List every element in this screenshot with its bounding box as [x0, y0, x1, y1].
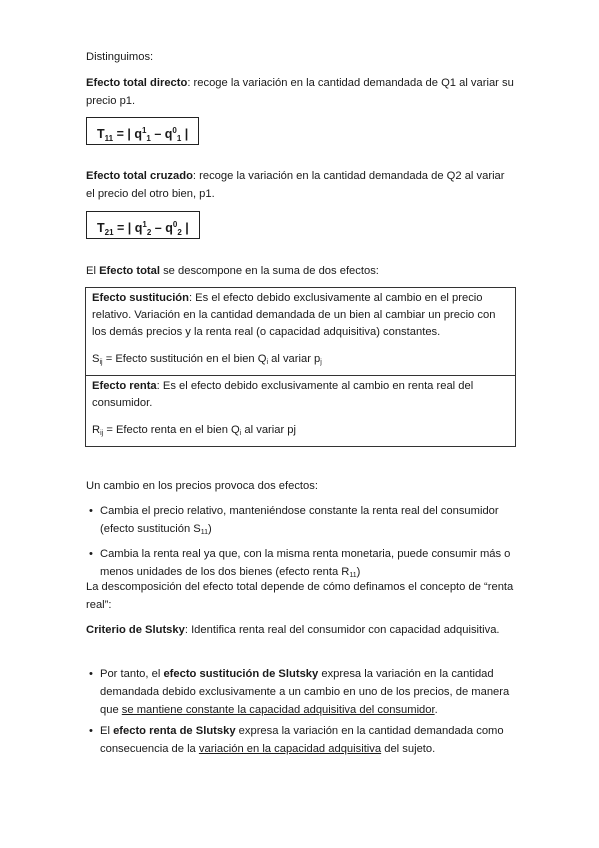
slutsky-term: Criterio de Slutsky	[86, 624, 185, 636]
cruzado-text: : recoge la variación en la cantidad demandada de Q2 al variar el precio del otro bien, p1.	[86, 170, 505, 200]
cambio-intro: Un cambio en los precios provoca dos efectos:	[86, 480, 318, 492]
directo-term: Efecto total directo	[86, 77, 188, 89]
cambio-list	[86, 502, 516, 588]
total-intro: El Efecto total se descompone en la suma de dos efectos:	[86, 265, 379, 277]
sustitucion-text: : Es el efecto debido exclusivamente al cambio en el precio relativo. Variación en la cantidad demandada de un bien al cambiar un precio con los demás precios y la renta real (o capacidad adquisitiva) constantes.	[92, 292, 496, 338]
sustitucion-definition: $S_{ij}$ = Efecto sustitución en el bien $Q_i$ al variar $p_j$	[92, 353, 322, 366]
renta-term: Efecto renta	[92, 380, 157, 392]
renta-text: : Es el efecto debido exclusivamente al cambio en renta real del consumidor.	[92, 380, 474, 409]
list-item: • El efecto renta de Slutsky expresa la variación en la cantidad demandada como consecuencia de la variación en la capacidad adquisitiva del sujeto.	[86, 722, 516, 758]
list-item: • Cambia el precio relativo, manteniéndose constante la renta real del consumidor (efecto sustitución $S_{11}$)	[86, 502, 516, 542]
sustitucion-cell	[86, 288, 515, 375]
formula-t11: $T_{11}$ = | $q^1_1 - q^0_1$ |	[86, 117, 199, 145]
renta-cell	[86, 375, 515, 446]
formula-t21: $T_{21}$ = | $q^1_2 - q^0_2$ |	[86, 211, 200, 239]
intro-text: Distinguimos:	[86, 51, 154, 63]
slutsky-list	[86, 665, 516, 761]
list-item: • Por tanto, el efecto sustitución de Slutsky expresa la variación en la cantidad demandada debido exclusivamente a un cambio en uno de los precios, de manera que se mantiene constante la capacidad adquisitiva del consumidor.	[86, 665, 516, 719]
list-item: • Cambia la renta real ya que, con la misma renta monetaria, puede consumir más o menos unidades de los dos bienes (efecto renta $R_{11}$)	[86, 545, 516, 585]
effects-table	[85, 287, 516, 447]
sustitucion-term: Efecto sustitución	[92, 292, 189, 304]
cruzado-term: Efecto total cruzado	[86, 170, 193, 182]
descomposicion-paragraph: La descomposición del efecto total depende de cómo definamos el concepto de “renta real”:	[86, 581, 514, 611]
renta-definition: $R_{ij}$ = Efecto renta en el bien $Q_i$ al variar pj	[92, 424, 297, 437]
slutsky-paragraph: Criterio de Slutsky: Identifica renta real del consumidor con capacidad adquisitiva.	[86, 624, 500, 636]
cruzado-paragraph	[86, 167, 516, 203]
directo-paragraph	[86, 74, 516, 110]
directo-text: : recoge la variación en la cantidad demandada de Q1 al variar su precio p1.	[86, 77, 514, 107]
